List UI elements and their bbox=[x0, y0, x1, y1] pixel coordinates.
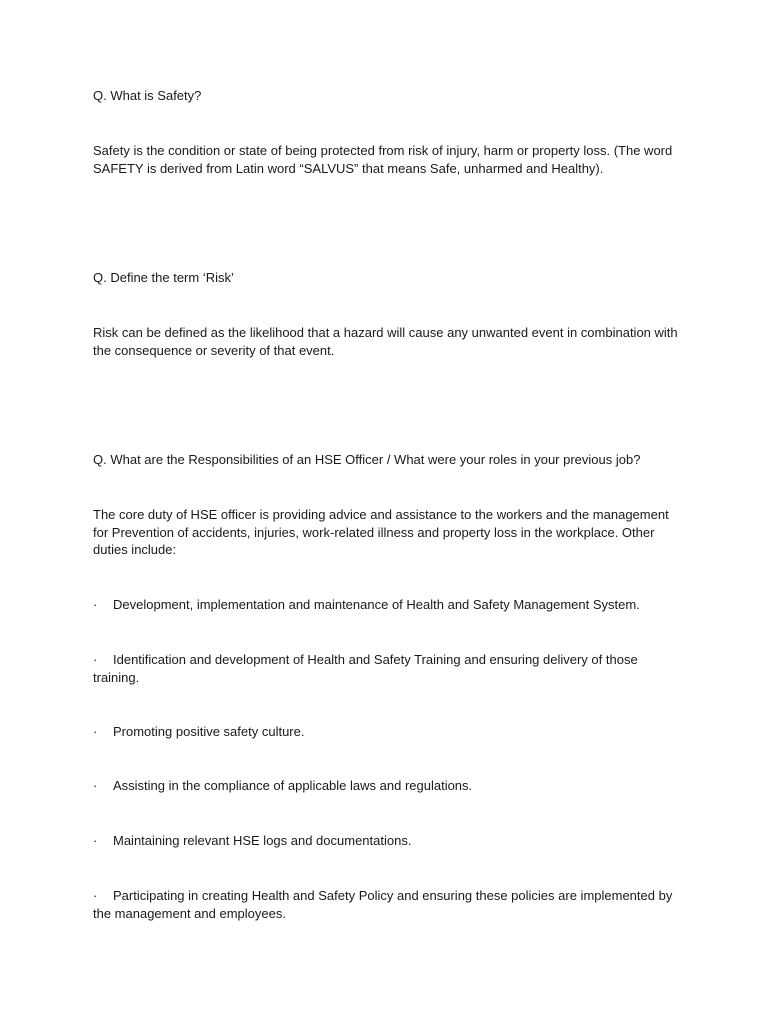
duty-text: Development, implementation and maintenance of Health and Safety Management System. bbox=[113, 597, 640, 612]
bullet-icon: · bbox=[93, 652, 98, 667]
bullet-icon: · bbox=[93, 597, 98, 612]
answer-safety: Safety is the condition or state of being protected from risk of injury, harm or property loss. (The word SAFETY is derived from Latin word “SALVUS” that means Safe, unharmed and Healthy). bbox=[93, 143, 673, 176]
answer-risk: Risk can be defined as the likelihood that a hazard will cause any unwanted event in combination with the consequence or severity of that event. bbox=[93, 325, 678, 358]
duty-text: Participating in creating Health and Safety Policy and ensuring these policies are implemented by the management and employees. bbox=[93, 888, 673, 921]
duty-text: Maintaining relevant HSE logs and documentations. bbox=[113, 833, 412, 848]
duty-item bbox=[93, 832, 683, 850]
duty-text: Assisting in the compliance of applicable laws and regulations. bbox=[113, 778, 473, 793]
duty-item bbox=[93, 777, 683, 795]
bullet-icon: · bbox=[93, 833, 98, 848]
duty-item bbox=[93, 596, 683, 614]
question-risk: Q. Define the term ‘Risk’ bbox=[93, 270, 234, 285]
bullet-icon: · bbox=[93, 888, 98, 903]
duty-item bbox=[93, 723, 683, 741]
bullet-icon: · bbox=[93, 724, 98, 739]
question-safety: Q. What is Safety? bbox=[93, 88, 202, 103]
bullet-icon: · bbox=[93, 778, 98, 793]
question-hse-officer: Q. What are the Responsibilities of an HSE Officer / What were your roles in your previous job? bbox=[93, 452, 641, 467]
duty-item bbox=[93, 887, 683, 922]
duty-item bbox=[93, 651, 683, 686]
answer-hse-officer: The core duty of HSE officer is providing advice and assistance to the workers and the management for Prevention of accidents, injuries, work-related illness and property loss in the workplace. Other duties include: bbox=[93, 507, 669, 557]
duty-text: Identification and development of Health and Safety Training and ensuring delivery of those training. bbox=[93, 652, 638, 685]
duty-text: Promoting positive safety culture. bbox=[113, 724, 305, 739]
